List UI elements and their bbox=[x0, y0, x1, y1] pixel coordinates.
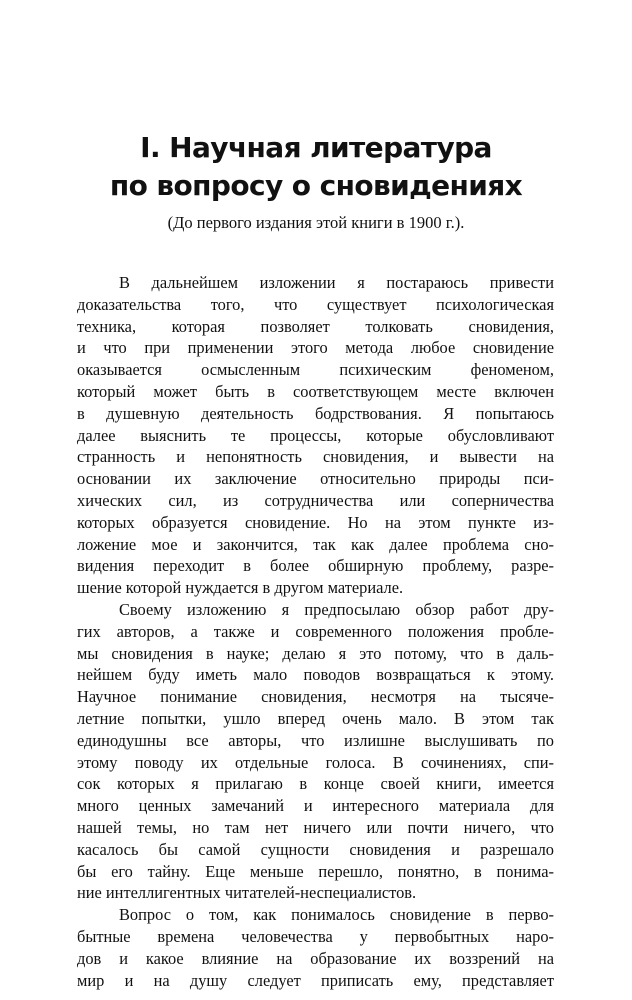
text-line: единодушны все авторы, что излишне выслушивать по bbox=[77, 730, 554, 750]
text-line: и что при применении этого метода любое сновидение bbox=[77, 338, 554, 358]
text-line: оказывается осмысленным психическим феноменом, bbox=[77, 360, 554, 380]
chapter-title bbox=[0, 129, 632, 205]
text-line: мы сновидения в науке; делаю я это потому, что в даль- bbox=[77, 643, 554, 663]
text-line: странность и непонятность сновидения, и вывести на bbox=[77, 447, 554, 467]
text-line: нашей темы, но там нет ничего или почти ничего, что bbox=[77, 817, 554, 837]
body-text bbox=[77, 272, 554, 991]
text-line: Своему изложению я предпосылаю обзор работ дру- bbox=[119, 599, 554, 619]
text-line: основании их заключение относительно природы пси- bbox=[77, 469, 554, 489]
text-line: касалось бы самой сущности сновидения и разрешало bbox=[77, 839, 554, 859]
text-line: в душевную деятельность бодрствования. Я попытаюсь bbox=[77, 403, 554, 423]
text-line: техника, которая позволяет толковать сновидения, bbox=[77, 316, 554, 336]
text-line: дов и какое влияние на образование их воззрений на bbox=[77, 948, 554, 968]
text-line: шение которой нуждается в другом материале. bbox=[77, 578, 404, 598]
text-line: Научное понимание сновидения, несмотря на тысяче- bbox=[77, 687, 554, 707]
text-line: бы его тайну. Еще меньше перешло, понятно, в понима- bbox=[77, 861, 554, 881]
text-line: которых образуется сновидение. Но на этом пункте из- bbox=[77, 512, 554, 532]
text-line: ложение мое и закончится, так как далее проблема сно- bbox=[77, 534, 554, 554]
text-line: который может быть в соответствующем месте включен bbox=[77, 381, 554, 401]
text-line: мир и на душу следует приписать ему, представляет bbox=[77, 970, 554, 990]
text-line: гих авторов, а также и современного положения пробле- bbox=[77, 621, 554, 641]
text-line: нейшем буду иметь мало поводов возвращаться к этому. bbox=[77, 665, 554, 685]
text-line: бытные времена человечества у первобытных наро- bbox=[77, 926, 554, 946]
text-line: доказательства того, что существует психологическая bbox=[77, 294, 554, 314]
text-line: этому поводу их отдельные голоса. В сочинениях, спи- bbox=[77, 752, 554, 772]
text-line: ние интеллигентных читателей-неспециалистов. bbox=[77, 883, 417, 903]
text-line: Вопрос о том, как понималось сновидение в перво- bbox=[119, 905, 554, 925]
chapter-subtitle: (До первого издания этой книги в 1900 г.). bbox=[167, 213, 465, 232]
chapter-title-line-2: по вопросу о сновидениях bbox=[109, 169, 523, 202]
text-line: далее выяснить те процессы, которые обусловливают bbox=[77, 425, 554, 445]
text-line: В дальнейшем изложении я постараюсь привести bbox=[119, 273, 554, 292]
text-line: много ценных замечаний и интересного материала для bbox=[77, 796, 554, 816]
text-line: летние попытки, ушло вперед очень мало. В этом так bbox=[77, 708, 554, 728]
text-line: сок которых я прилагаю в конце своей книги, имеется bbox=[77, 774, 554, 794]
text-line: хических сил, из сотрудничества или соперничества bbox=[77, 490, 554, 510]
text-line: видения переходит в более обширную проблему, разре- bbox=[77, 556, 554, 576]
chapter-title-line-1: I. Научная литература bbox=[140, 131, 492, 164]
